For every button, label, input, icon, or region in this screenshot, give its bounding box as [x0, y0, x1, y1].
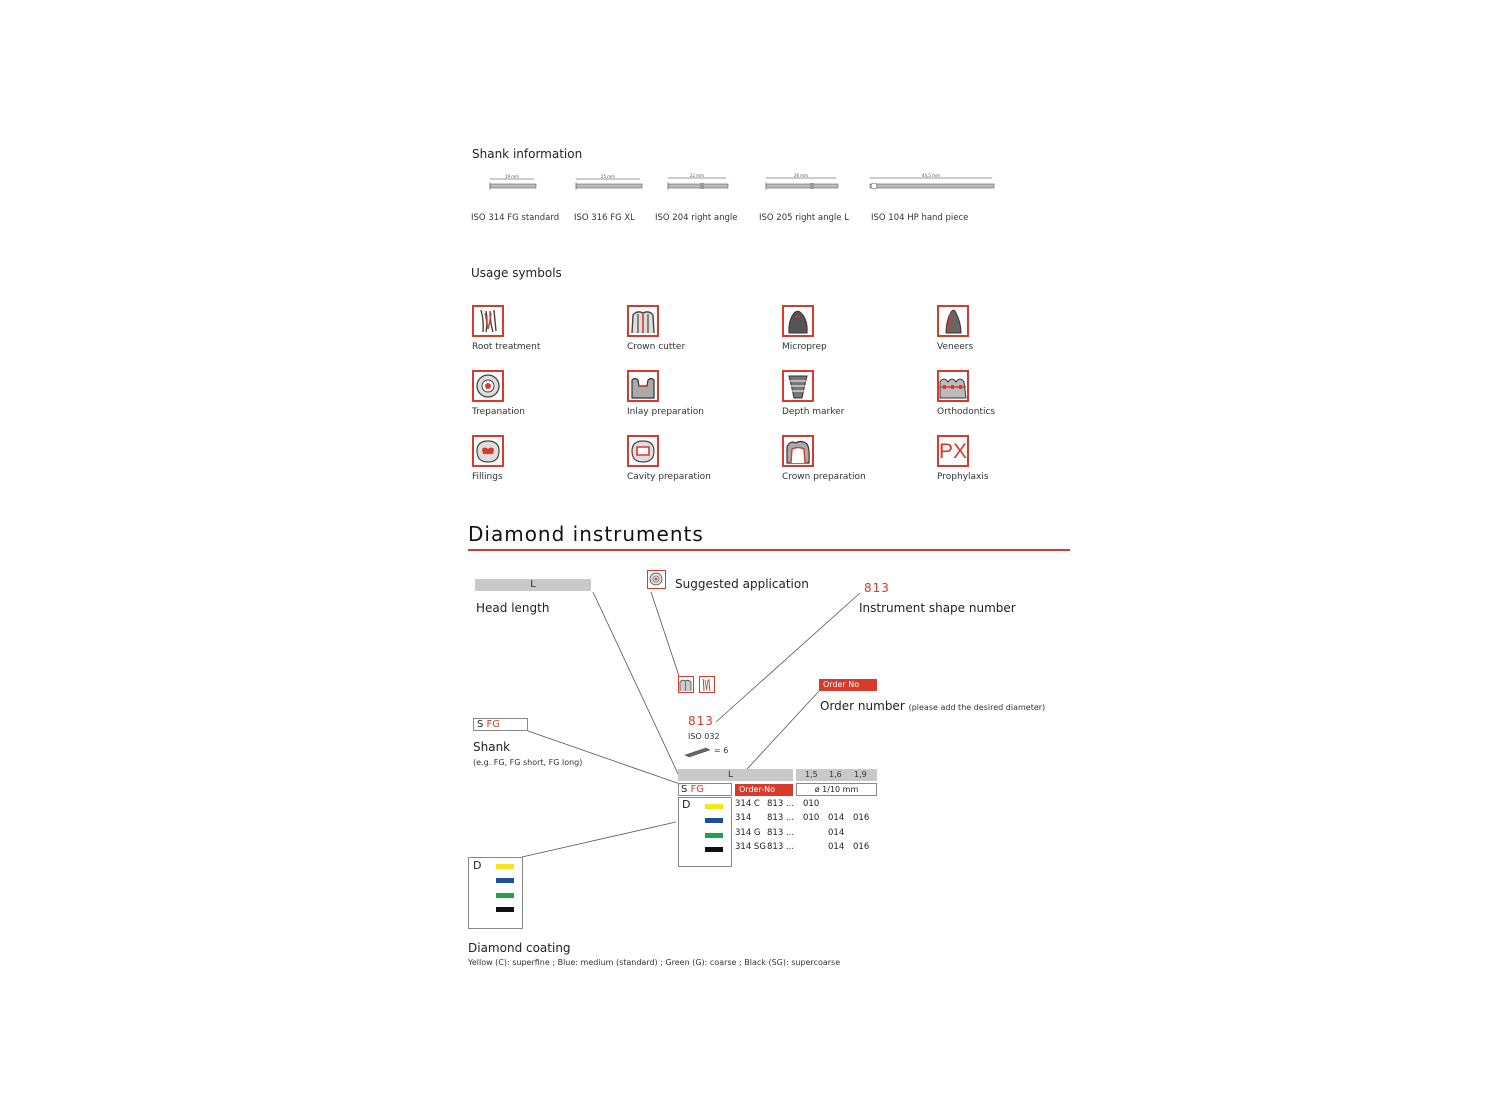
coating-swatch-blue [705, 818, 723, 823]
shank-dim-314: 19 mm [504, 174, 520, 179]
example-order-tag: Order-No [735, 784, 793, 796]
order-number-label [820, 699, 1045, 713]
example-shank-s: S [681, 784, 688, 795]
diamond-coating-label: Diamond coating [468, 941, 571, 955]
example-shank-fg: FG [690, 784, 705, 795]
depth-marker-label: Depth marker [782, 407, 845, 417]
row-shape: 813 ... [767, 799, 795, 809]
diameter-3: 1,9 [854, 770, 867, 779]
fillings-label: Fillings [472, 472, 503, 482]
instrument-head-icon [684, 745, 714, 759]
shape-number-label: Instrument shape number [859, 601, 1016, 615]
inlay-preparation-label: Inlay preparation [627, 407, 704, 417]
crown-cutter-small-icon [678, 676, 694, 693]
shank-label-iso-104: ISO 104 HP hand piece [871, 213, 969, 223]
usage-section-title: Usage symbols [471, 266, 562, 280]
legend-swatch-yellow [496, 864, 514, 869]
shape-number-callout: 813 [864, 581, 890, 595]
shank-label-iso-204: ISO 204 right angle [655, 213, 738, 223]
shank-label: Shank [473, 740, 511, 754]
row-shape: 813 ... [767, 842, 795, 852]
root-treatment-label: Root treatment [472, 342, 541, 352]
shank-label-iso-314: ISO 314 FG standard [471, 213, 560, 223]
diamond-section-title: Diamond instruments [468, 522, 704, 546]
row-d1: 010 [803, 799, 820, 809]
shank-note: (e.g. FG, FG short, FG long) [473, 758, 583, 767]
suggested-application-label: Suggested application [675, 577, 809, 591]
shank-label-iso-205: ISO 205 right angle L [759, 213, 849, 223]
prophylaxis-label: Prophylaxis [937, 472, 989, 482]
example-coating-letter: D [682, 798, 691, 811]
row-prefix: 314 C [735, 799, 760, 809]
legend-swatch-blue [496, 878, 514, 883]
order-number-note: (please add the desired diameter) [908, 703, 1046, 712]
example-length-note: = 6 [714, 746, 729, 755]
shank-tag-s: S [477, 719, 484, 730]
example-l-header-text: L [728, 770, 734, 780]
coating-swatch-yellow [705, 804, 723, 809]
microprep-label: Microprep [782, 342, 827, 352]
crown-preparation-label: Crown preparation [782, 472, 866, 482]
coating-legend-box [468, 857, 523, 929]
head-length-tag: L [475, 579, 591, 591]
shank-dim-204: 22 mm [689, 173, 705, 178]
orthodontics-label: Orthodontics [937, 407, 996, 417]
coating-legend-letter: D [473, 859, 482, 872]
crown-cutter-label: Crown cutter [627, 342, 686, 352]
row-d2: 014 [828, 842, 845, 852]
shank-dim-104: 44,5 mm [922, 173, 940, 178]
row-shape: 813 ... [767, 828, 795, 838]
diamond-coating-note: Yellow (C): superfine ; Blue: medium (standard) ; Green (G): coarse ; Black (SG): supercoarse [468, 958, 841, 967]
example-l-header [678, 769, 793, 781]
prophylaxis-icon: PX [937, 435, 969, 467]
shank-dim-316: 25 mm [600, 174, 616, 179]
row-prefix: 314 SG [735, 842, 766, 852]
row-shape: 813 ... [767, 813, 795, 823]
shank-dim-205: 26 mm [793, 173, 809, 178]
legend-swatch-green [496, 893, 514, 898]
example-shape-number: 813 [688, 714, 714, 728]
row-d3: 016 [853, 813, 870, 823]
coating-swatch-black [705, 847, 723, 852]
row-prefix: 314 [735, 813, 752, 823]
example-iso: ISO 032 [688, 732, 720, 741]
diameter-header [796, 769, 877, 781]
row-d2: 014 [828, 828, 845, 838]
row-d1: 010 [803, 813, 820, 823]
trepanation-small-icon [647, 570, 666, 589]
veneers-label: Veneers [937, 342, 974, 352]
shank-tag-fg: FG [486, 719, 501, 730]
trepanation-label: Trepanation [472, 407, 525, 417]
order-number-label-text: Order number [820, 699, 905, 713]
shank-tag [473, 718, 528, 731]
head-length-label: Head length [476, 601, 550, 615]
diameter-unit: ø 1/10 mm [796, 783, 877, 796]
example-coating-box [678, 797, 732, 867]
diameter-1: 1,5 [805, 770, 818, 779]
shank-section-title: Shank information [472, 147, 583, 161]
diameter-2: 1,6 [829, 770, 842, 779]
legend-swatch-black [496, 907, 514, 912]
shank-label-iso-316: ISO 316 FG XL [574, 213, 635, 223]
row-d2: 014 [828, 813, 845, 823]
example-shank-tag [678, 783, 732, 796]
coating-swatch-green [705, 833, 723, 838]
cavity-preparation-label: Cavity preparation [627, 472, 711, 482]
row-d3: 016 [853, 842, 870, 852]
row-prefix: 314 G [735, 828, 761, 838]
order-number-tag: Order No [819, 679, 877, 691]
root-treatment-small-icon [699, 676, 715, 693]
